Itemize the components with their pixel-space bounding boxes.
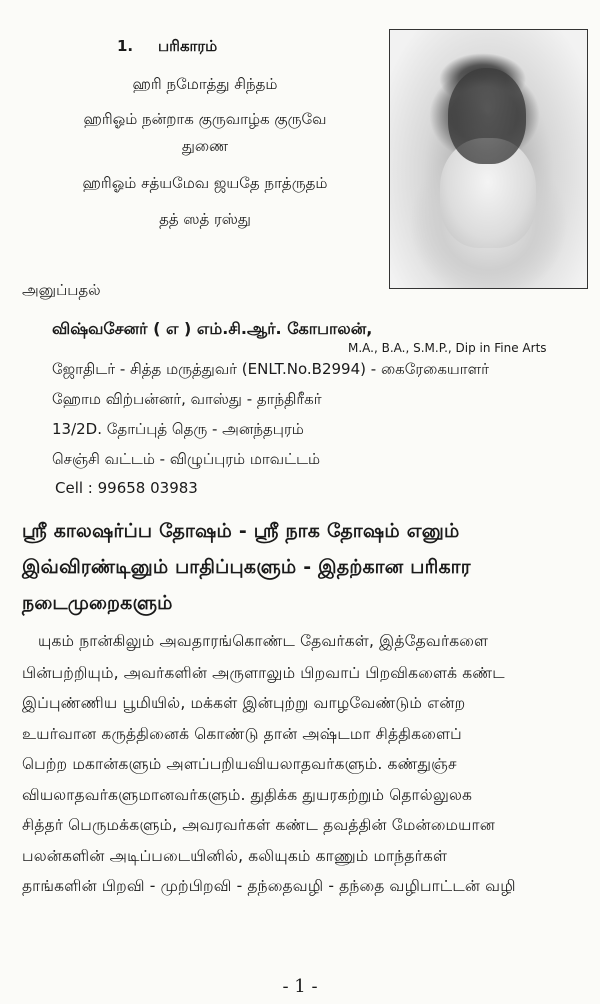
author-portrait — [389, 29, 588, 289]
sender-line: ஜோதிடர் - சித்த மருத்துவர் (ENLT.No.B2994) - கைரேகையாளர் — [52, 360, 489, 378]
sender-name: விஷ்வசேனர் ( எ ) எம்.சி.ஆர். கோபாலன், — [52, 319, 373, 338]
sender-label: அனுப்பதல் — [22, 281, 101, 299]
intro-line: ஹரி நமோத்து சிந்தம் — [132, 75, 278, 93]
sender-line: செஞ்சி வட்டம் - விழுப்புரம் மாவட்டம் — [52, 450, 321, 468]
body-line: பெற்ற மகான்களும் அளப்பறியவியலாதவர்களும். கண்துஞ்ச — [22, 755, 457, 773]
article-title-line: ஸ்ரீ காலஷர்ப்ப தோஷம் - ஸ்ரீ நாக தோஷம் எனும் — [22, 520, 460, 542]
body-line: சித்தர் பெருமக்களும், அவரவர்கள் கண்ட தவத்தின் மேன்மையான — [22, 816, 495, 834]
section-title: பரிகாரம் — [158, 37, 218, 55]
intro-line: ஹரிஓம் சத்யமேவ ஜயதே நாத்ருதம் — [82, 174, 328, 192]
body-line: யுகம் நான்கிலும் அவதாரங்கொண்ட தேவர்கள், இத்தேவர்களை — [38, 632, 489, 650]
sender-qualifications: M.A., B.A., S.M.P., Dip in Fine Arts — [348, 341, 547, 355]
body-line: பின்பற்றியும், அவர்களின் அருளாலும் பிறவாப் பிறவிகளைக் கண்ட — [22, 664, 505, 682]
body-line: வியலாதவர்களுமானவர்களும். துதிக்க துயரகற்றும் தொல்லுலக — [22, 786, 473, 804]
sender-cell: Cell : 99658 03983 — [55, 479, 198, 497]
body-line: இப்புண்ணிய பூமியில், மக்கள் இன்புற்று வாழவேண்டும் என்ற — [22, 694, 466, 712]
intro-line: துணை — [181, 137, 229, 155]
page-number: - 1 - — [282, 976, 318, 997]
intro-line: தத் ஸத் ரஸ்து — [159, 210, 251, 228]
intro-line: ஹரிஓம் நன்றாக குருவாழ்க குருவே — [83, 110, 327, 128]
sender-line: ஹோம விற்பன்னர், வாஸ்து - தாந்திரீகர் — [52, 390, 322, 408]
article-title-line: இவ்விரண்டினும் பாதிப்புகளும் - இதற்கான பரிகார — [22, 556, 471, 578]
body-line: உயர்வான கருத்தினைக் கொண்டு தான் அஷ்டமா சித்திகளைப் — [22, 725, 462, 743]
body-line: தாங்களின் பிறவி - முற்பிறவி - தந்தைவழி - தந்தை வழிபாட்டன் வழி — [22, 877, 516, 895]
section-number: 1. — [117, 37, 134, 55]
body-line: பலன்களின் அடிப்படையினில், கலியுகம் காணும் மாந்தர்கள் — [22, 847, 448, 865]
article-title-line: நடைமுறைகளும் — [22, 592, 173, 614]
sender-line: 13/2D. தோப்புத் தெரு - அனந்தபுரம் — [52, 420, 304, 438]
portrait-face — [448, 68, 526, 164]
